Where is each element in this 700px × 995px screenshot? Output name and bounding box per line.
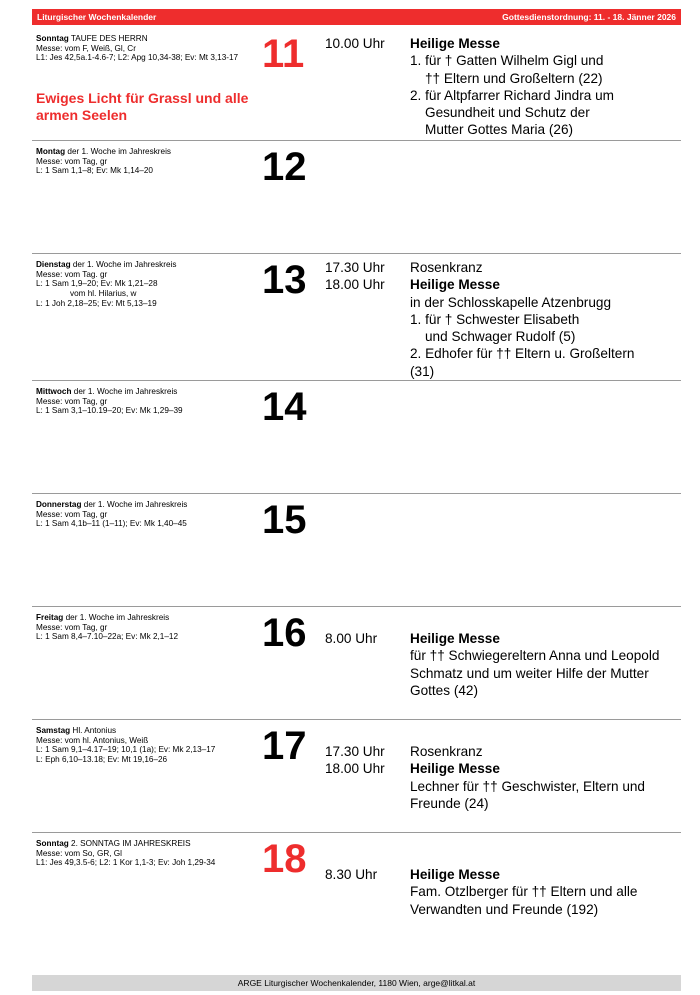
- liturgy-line: Messe: vom hl. Antonius, Weiß: [36, 735, 149, 745]
- day-tuesday-13: [32, 254, 681, 381]
- service-location: in der Schlosskapelle Atzenbrugg: [410, 294, 612, 310]
- service-times: [325, 743, 405, 778]
- service-title: Heilige Messe: [410, 36, 500, 51]
- intention-line: Mutter Gottes Maria (26): [425, 122, 574, 138]
- liturgy-line: L: 1 Sam 8,4–7.10–22a; Ev: Mk 2,1–12: [36, 632, 179, 642]
- liturgy-line: Messe: vom Tag, gr: [36, 396, 108, 406]
- day-title: 2. SONNTAG IM JAHRESKREIS: [71, 839, 191, 848]
- liturgy-line: L: 1 Sam 1,1–8; Ev: Mk 1,14–20: [36, 166, 153, 176]
- day-sunday-11: [32, 28, 681, 141]
- header-title: Liturgischer Wochenkalender: [37, 12, 157, 22]
- weekday: Sonntag: [36, 839, 69, 848]
- liturgy-line: vom hl. Hilarius, w: [70, 289, 137, 299]
- service-description: [410, 35, 672, 139]
- intention-line: †† Eltern und Großeltern (22): [425, 70, 603, 86]
- service-time: 10.00 Uhr: [325, 36, 385, 51]
- service-times: [325, 35, 405, 52]
- service-title: Rosenkranz: [410, 744, 483, 759]
- liturgy-line: L: 1 Sam 9,1–4.17–19; 10,1 (1a); Ev: Mk 2,13–17: [36, 745, 216, 755]
- day-title: TAUFE DES HERRN: [70, 34, 148, 43]
- intention-line: Fam. Otzlberger für †† Eltern und alle: [410, 884, 638, 900]
- service-time: 18.00 Uhr: [325, 761, 385, 777]
- eternal-light-note: Ewiges Licht für Grassl und alle armen Seelen: [36, 90, 249, 123]
- footer-bar: ARGE Liturgischer Wochenkalender, 1180 Wien, arge@litkal.at: [32, 975, 681, 991]
- day-liturgy-info: [36, 260, 256, 309]
- day-title: Hl. Antonius: [72, 726, 117, 735]
- service-title: Heilige Messe: [410, 631, 500, 646]
- intention-line: für †† Schwiegereltern Anna und Leopold: [410, 648, 660, 664]
- intention-line: Lechner für †† Geschwister, Eltern und: [410, 778, 645, 794]
- liturgy-line: L1: Jes 49,3.5-6; L2: 1 Kor 1,1-3; Ev: Joh 1,29-34: [36, 858, 216, 868]
- service-time: 8.00 Uhr: [325, 631, 378, 646]
- service-title: Heilige Messe: [410, 761, 500, 777]
- header-bar: [32, 9, 681, 25]
- intention-line: 2. Edhofer für †† Eltern u. Großeltern: [410, 346, 635, 362]
- intention-line: 2. für Altpfarrer Richard Jindra um: [410, 87, 614, 103]
- service-time: 17.30 Uhr: [325, 744, 385, 759]
- liturgy-line: L1: Jes 42,5a.1-4.6-7; L2: Apg 10,34-38; Ev: Mt 3,13-17: [36, 53, 239, 63]
- day-number: 13: [262, 258, 307, 302]
- liturgy-line: Messe: vom Tag. gr: [36, 269, 108, 279]
- liturgy-line: Messe: vom Tag, gr: [36, 622, 108, 632]
- day-title: der 1. Woche im Jahreskreis: [73, 387, 178, 396]
- weekday: Samstag: [36, 726, 71, 735]
- intention-line: (31): [410, 363, 435, 379]
- intention-line: 1. für † Gatten Wilhelm Gigl und: [410, 53, 604, 69]
- service-times: [325, 866, 405, 883]
- day-sunday-18: [32, 833, 681, 969]
- weekday: Donnerstag: [36, 500, 82, 509]
- liturgy-line: L: Eph 6,10–13.18; Ev: Mt 19,16–26: [36, 755, 168, 765]
- intention-line: 1. für † Schwester Elisabeth: [410, 311, 580, 327]
- service-time: 17.30 Uhr: [325, 260, 385, 275]
- liturgy-line: Messe: vom So, GR, Gl: [36, 848, 122, 858]
- intention-line: und Schwager Rudolf (5): [425, 329, 576, 345]
- service-title: Heilige Messe: [410, 277, 500, 293]
- day-liturgy-info: [36, 387, 256, 416]
- header-date-range: Gottesdienstordnung: 11. - 18. Jänner 2026: [502, 12, 676, 22]
- weekday: Montag: [36, 147, 66, 156]
- service-description: [410, 259, 672, 380]
- weekday: Sonntag: [36, 34, 69, 43]
- day-title: der 1. Woche im Jahreskreis: [72, 260, 177, 269]
- day-liturgy-info: [36, 500, 256, 529]
- service-time: 8.30 Uhr: [325, 867, 378, 882]
- day-title: der 1. Woche im Jahreskreis: [65, 613, 170, 622]
- intention-line: Verwandten und Freunde (192): [410, 901, 599, 917]
- day-number: 12: [262, 145, 307, 189]
- intention-line: Freunde (24): [410, 795, 489, 811]
- day-title: der 1. Woche im Jahreskreis: [83, 500, 188, 509]
- weekday: Dienstag: [36, 260, 71, 269]
- intention-line: Gesundheit und Schutz der: [425, 105, 590, 121]
- service-times: [325, 259, 405, 294]
- service-title: Rosenkranz: [410, 260, 483, 275]
- day-saturday-17: [32, 720, 681, 833]
- day-liturgy-info: [36, 613, 256, 642]
- liturgy-line: Messe: vom Tag, gr: [36, 509, 108, 519]
- liturgy-line: L: 1 Sam 1,9–20; Ev: Mk 1,21–28: [36, 279, 158, 289]
- intention-line: Gottes (42): [410, 682, 478, 698]
- day-title: der 1. Woche im Jahreskreis: [67, 147, 171, 156]
- day-liturgy-info: [36, 34, 256, 63]
- liturgy-line: L: 1 Joh 2,18–25; Ev: Mt 5,13–19: [36, 298, 157, 308]
- day-thursday-15: [32, 494, 681, 607]
- intention-line: Schmatz und um weiter Hilfe der Mutter: [410, 665, 649, 681]
- day-liturgy-info: [36, 726, 256, 765]
- service-title: Heilige Messe: [410, 867, 500, 882]
- day-number: 15: [262, 498, 307, 542]
- liturgy-line: L: 1 Sam 3,1–10.19–20; Ev: Mk 1,29–39: [36, 406, 183, 416]
- service-description: [410, 743, 672, 812]
- day-number: 16: [262, 611, 307, 655]
- service-times: [325, 630, 405, 647]
- day-liturgy-info: [36, 147, 256, 176]
- day-wednesday-14: [32, 381, 681, 494]
- day-number: 14: [262, 385, 307, 429]
- day-liturgy-info: [36, 839, 256, 868]
- liturgy-line: Messe: vom F, Weiß, Gl, Cr: [36, 43, 136, 53]
- day-number: 18: [262, 837, 307, 881]
- day-number: 17: [262, 724, 307, 768]
- service-description: [410, 630, 672, 699]
- day-monday-12: [32, 141, 681, 254]
- service-description: [410, 866, 672, 918]
- service-time: 18.00 Uhr: [325, 277, 385, 293]
- day-number: 11: [262, 32, 305, 76]
- liturgy-line: Messe: vom Tag, gr: [36, 156, 108, 166]
- liturgy-line: L: 1 Sam 4,1b–11 (1–11); Ev: Mk 1,40–45: [36, 519, 187, 529]
- weekday: Mittwoch: [36, 387, 72, 396]
- day-friday-16: [32, 607, 681, 720]
- weekday: Freitag: [36, 613, 64, 622]
